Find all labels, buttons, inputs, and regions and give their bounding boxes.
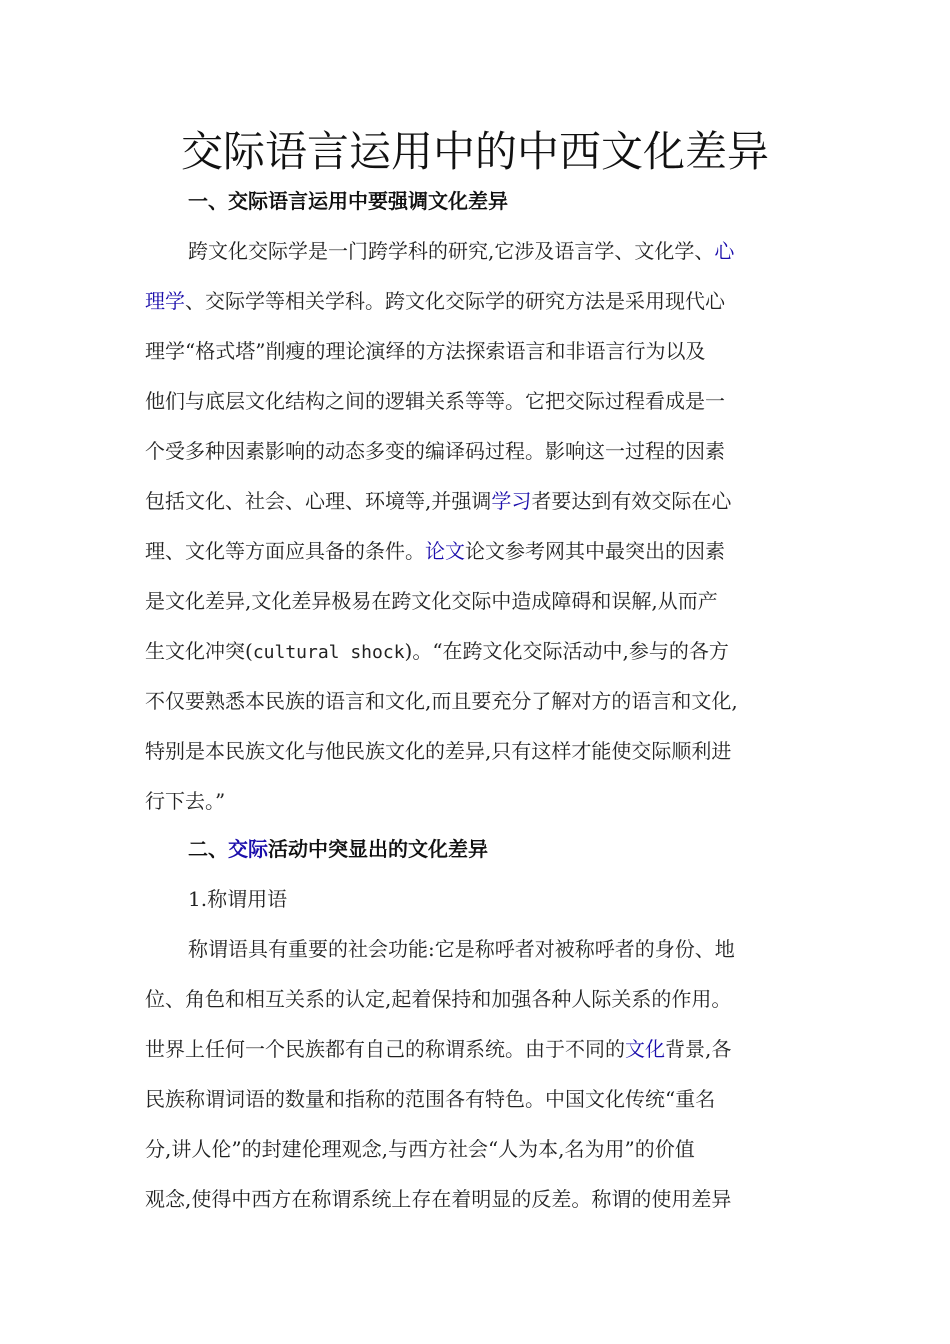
paragraph-line: 民族称谓词语的数量和指称的范围各有特色。中国文化传统“重名 [145,1087,716,1111]
link-communication[interactable]: 交际 [228,837,268,861]
subheading: 1.称谓用语 [188,887,288,911]
paragraph-line: 包括文化、社会、心理、环境等,并强调学习者要达到有效交际在心 [145,489,732,513]
section2-heading: 二、交际活动中突显出的文化差异 [188,837,488,861]
paragraph-line: 生文化冲突(cultural shock)。“在跨文化交际活动中,参与的各方 [145,639,729,663]
paragraph-line: 理、文化等方面应具备的条件。论文论文参考网其中最突出的因素 [145,539,725,563]
paragraph-line: 理学“格式塔”削瘦的理论演绎的方法探索语言和非语言行为以及 [145,339,706,363]
paragraph-line: 是文化差异,文化差异极易在跨文化交际中造成障碍和误解,从而产 [145,589,718,613]
link-study[interactable]: 学习 [491,489,532,513]
paragraph-line: 他们与底层文化结构之间的逻辑关系等等。它把交际过程看成是一 [145,389,725,413]
english-term: cultural shock [252,642,405,663]
link-thesis[interactable]: 论文 [425,539,465,563]
paragraph-line: 行下去。” [145,789,226,813]
paragraph-line: 不仅要熟悉本民族的语言和文化,而且要充分了解对方的语言和文化, [145,689,738,713]
paragraph-line: 理学、交际学等相关学科。跨文化交际学的研究方法是采用现代心 [145,289,725,313]
paragraph-line: 观念,使得中西方在称谓系统上存在着明显的反差。称谓的使用差异 [145,1187,732,1211]
paragraph-line: 分,讲人伦”的封建伦理观念,与西方社会“人为本,名为用”的价值 [145,1137,695,1161]
link-psychology[interactable]: 心 [714,239,735,263]
paragraph-line: 特别是本民族文化与他民族文化的差异,只有这样才能使交际顺利进 [145,739,732,763]
paragraph-line: 称谓语具有重要的社会功能:它是称呼者对被称呼者的身份、地 [188,937,735,961]
link-psychology-cont[interactable]: 理学 [145,289,185,313]
paragraph-line: 位、角色和相互关系的认定,起着保持和加强各种人际关系的作用。 [145,987,732,1011]
paragraph-line: 世界上任何一个民族都有自己的称谓系统。由于不同的文化背景,各 [145,1037,732,1061]
section1-heading: 一、交际语言运用中要强调文化差异 [188,189,508,213]
link-culture[interactable]: 文化 [625,1037,665,1061]
paragraph-line: 跨文化交际学是一门跨学科的研究,它涉及语言学、文化学、心 [188,239,735,263]
paragraph-line: 个受多种因素影响的动态多变的编译码过程。影响这一过程的因素 [145,439,725,463]
document-title: 交际语言运用中的中西文化差异 [180,127,769,176]
